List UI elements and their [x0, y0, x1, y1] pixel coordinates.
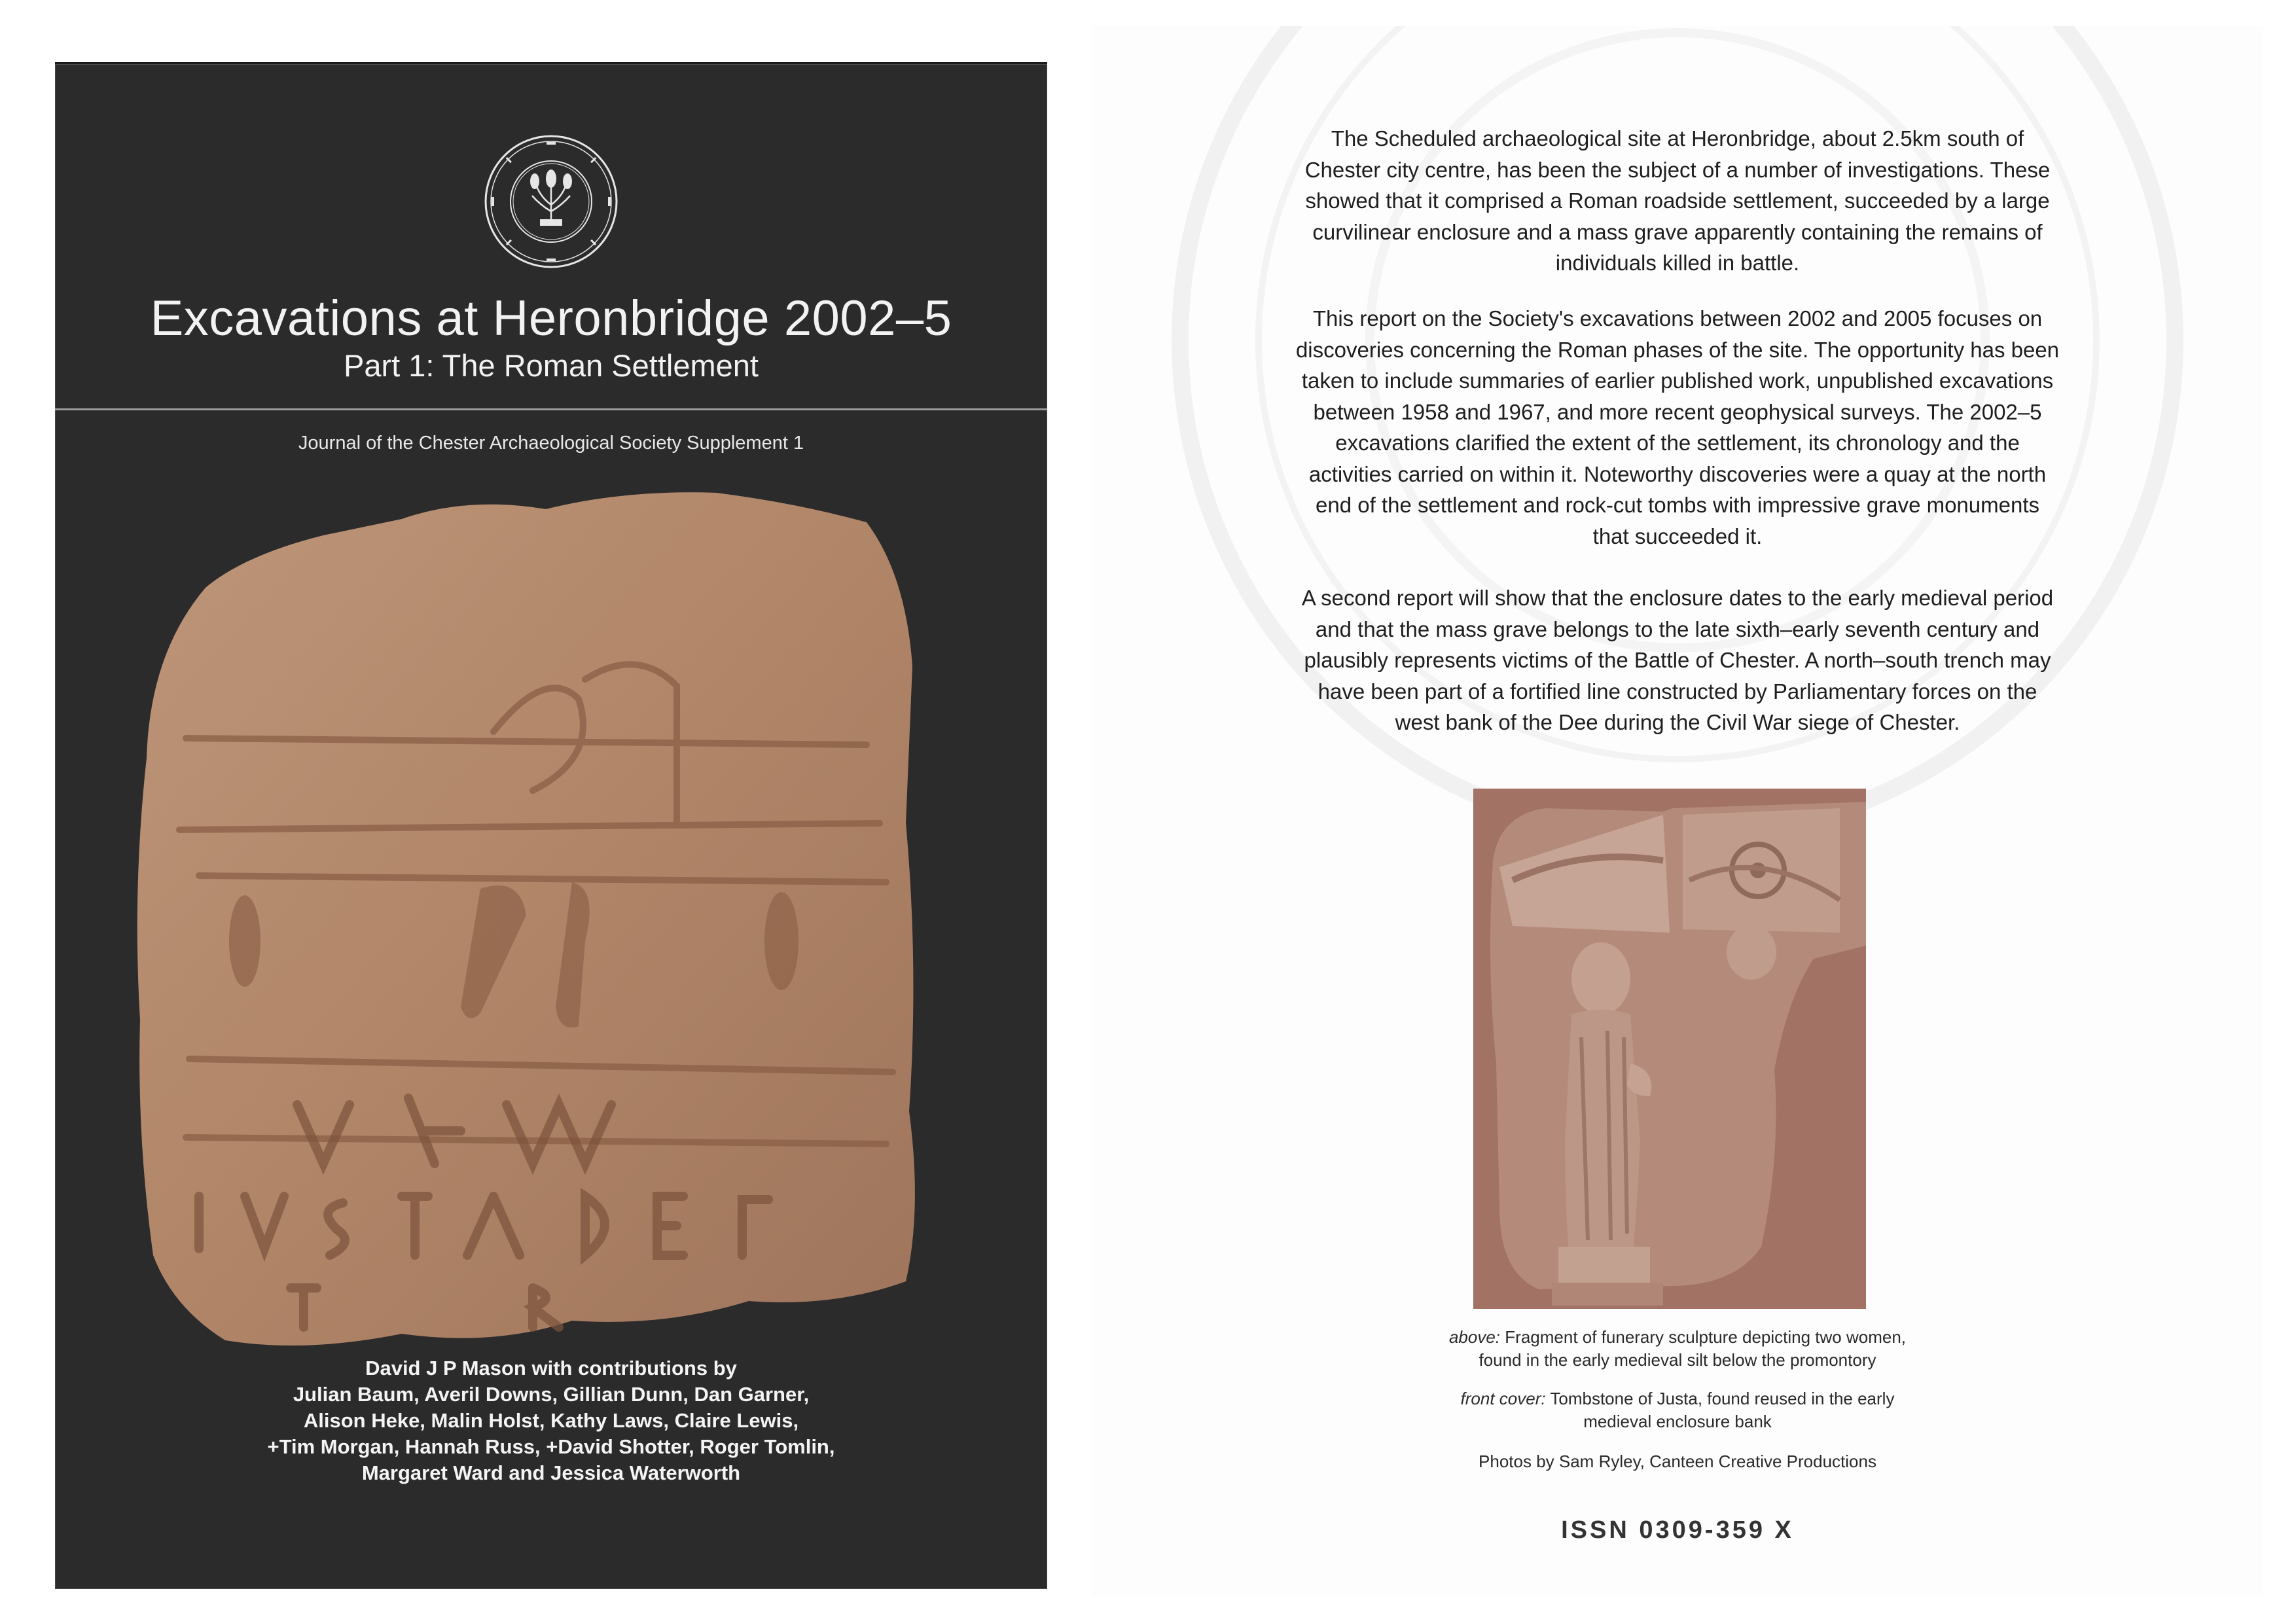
blurb-paragraph-3: A second report will show that the enclosure dates to the early medieval period and that the mass grave belongs to the late sixth–early seventh century and plausibly represents victims of the Battle of Chester. A north–south trench may have been part of a fortified line constructed by Parliamentary forces on the west bank of the Dee during the Civil War siege of Chester.	[1301, 586, 2054, 734]
caption-front-cover: front cover: Tombstone of Justa, found reused in the early medieval enclosure bank	[1460, 1389, 1895, 1431]
cover-subtitle: Part 1: The Roman Settlement	[344, 348, 759, 383]
issn-number: ISSN 0309-359 X	[1561, 1516, 1794, 1544]
front-cover	[55, 62, 1047, 1589]
back-cover	[1092, 26, 2263, 1597]
blurb-paragraph-1: The Scheduled archaeological site at Heronbridge, about 2.5km south of Chester city centre, has been the subject of a number of investigations. These showed that it comprised a Roman roadside settlement, succeeded by a large curvilinear enclosure and a mass grave apparently containing the remains of individuals killed in battle.	[1304, 126, 2051, 275]
society-seal-icon	[482, 133, 620, 270]
cover-title: Excavations at Heronbridge 2002–5	[150, 291, 952, 346]
author-line: David J P Mason with contributions by	[365, 1357, 737, 1380]
divider	[55, 408, 1047, 410]
series-title: Journal of the Chester Archaeological Society Supplement 1	[298, 433, 804, 454]
caption-above: above: Fragment of funerary sculpture depicting two women, found in the early medieval silt below the promontory	[1448, 1327, 1907, 1370]
sculpture-photo	[1473, 789, 1866, 1309]
author-line: +Tim Morgan, Hannah Russ, +David Shotter, Roger Tomlin,	[267, 1435, 835, 1458]
author-line: Julian Baum, Averil Downs, Gillian Dunn, Dan Garner,	[293, 1383, 810, 1406]
author-list	[55, 1355, 1047, 1486]
photo-credits: Photos by Sam Ryley, Canteen Creative Productions	[1479, 1452, 1876, 1471]
blurb-paragraph-2: This report on the Society's excavations between 2002 and 2005 focuses on discoveries concerning the Roman phases of the site. The opportunity has been taken to include summaries of earlier published work, unpublished excavations between 1958 and 1967, and more recent geophysical surveys. The 2002–5 excavations clarified the extent of the settlement, its chronology and the activities carried on within it. Noteworthy discoveries were a quay at the north end of the settlement and rock-cut tombs with impressive grave monuments that succeeded it.	[1295, 306, 2060, 548]
author-line: Alison Heke, Malin Holst, Kathy Laws, Claire Lewis,	[303, 1409, 799, 1432]
author-line: Margaret Ward and Jessica Waterworth	[361, 1461, 741, 1484]
tombstone-photo	[127, 483, 971, 1360]
